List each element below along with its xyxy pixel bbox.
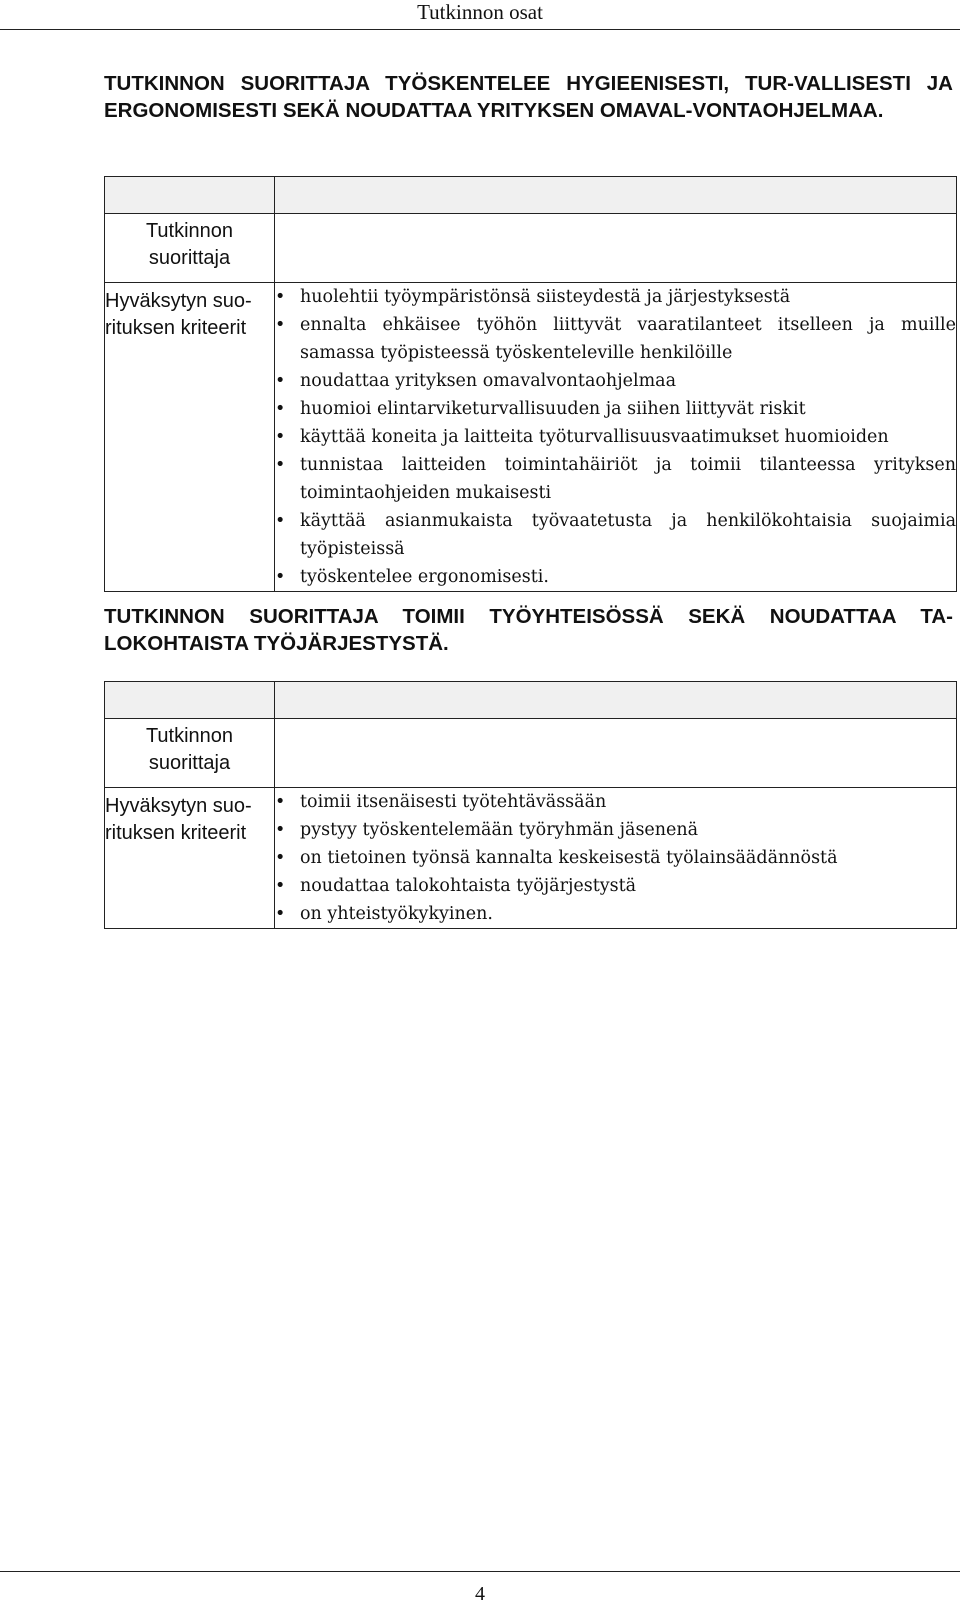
bullet-icon: • xyxy=(275,399,286,419)
criteria-label: Hyväksytyn suo-rituksen kriteerit xyxy=(105,788,275,929)
criteria-label: Hyväksytyn suo-rituksen kriteerit xyxy=(105,283,275,592)
criteria-item: • työskentelee ergonomisesti. xyxy=(275,563,956,591)
table-row-criteria xyxy=(105,788,957,929)
section-heading-safety: TUTKINNON SUORITTAJA TYÖSKENTELEE HYGIEENISESTI, TUR-VALLISESTI JA ERGONOMISESTI SEKÄ NOUDATTAA YRITYKSEN OMAVAL-VONTAOHJELMAA. xyxy=(104,72,953,122)
table-row-criteria xyxy=(105,283,957,592)
criteria-table-workplace xyxy=(104,681,957,929)
role-value-cell xyxy=(275,214,957,283)
running-header xyxy=(0,0,960,30)
criteria-item: • käyttää asianmukaista työvaatetusta ja henkilökohtaisia suojaimia työpisteissä xyxy=(275,507,956,563)
criteria-item: • noudattaa talokohtaista työjärjestystä xyxy=(275,872,956,900)
bullet-icon: • xyxy=(275,315,286,335)
criteria-table-safety xyxy=(104,176,957,592)
bullet-icon: • xyxy=(275,371,286,391)
running-header-title: Tutkinnon osat xyxy=(417,0,543,24)
bullet-icon: • xyxy=(275,455,286,475)
role-label: Tutkinnon suorittaja xyxy=(105,719,275,788)
bullet-icon: • xyxy=(275,511,286,531)
section-heading-workplace: TUTKINNON SUORITTAJA TOIMII TYÖYHTEISÖSSÄ SEKÄ NOUDATTAA TA-LOKOHTAISTA TYÖJÄRJESTYSTÄ. xyxy=(104,605,953,655)
criteria-cell xyxy=(275,788,957,929)
table-header-row xyxy=(105,177,957,214)
criteria-item: • noudattaa yrityksen omavalvontaohjelmaa xyxy=(275,367,956,395)
bullet-icon: • xyxy=(275,427,286,447)
criteria-item: • on tietoinen työnsä kannalta keskeisestä työlainsäädännöstä xyxy=(275,844,956,872)
table-row-role xyxy=(105,214,957,283)
criteria-item: • tunnistaa laitteiden toimintahäiriöt ja toimii tilanteessa yrityksen toimintaohjeiden mukaisesti xyxy=(275,451,956,507)
criteria-item: • pystyy työskentelemään työryhmän jäsenenä xyxy=(275,816,956,844)
role-label: Tutkinnon suorittaja xyxy=(105,214,275,283)
criteria-item: • käyttää koneita ja laitteita työturvallisuusvaatimukset huomioiden xyxy=(275,423,956,451)
criteria-item: • ennalta ehkäisee työhön liittyvät vaaratilanteet itselleen ja muille samassa työpisteessä työskenteleville henkilöille xyxy=(275,311,956,367)
page-number: 4 xyxy=(475,1583,485,1605)
table-row-role xyxy=(105,719,957,788)
criteria-item: • huolehtii työympäristönsä siisteydestä ja järjestyksestä xyxy=(275,283,956,311)
bullet-icon: • xyxy=(275,904,286,924)
bullet-icon: • xyxy=(275,876,286,896)
bullet-icon: • xyxy=(275,792,286,812)
criteria-item: • huomioi elintarviketurvallisuuden ja siihen liittyvät riskit xyxy=(275,395,956,423)
criteria-cell xyxy=(275,283,957,592)
criteria-item: • on yhteistyökykyinen. xyxy=(275,900,956,928)
bullet-icon: • xyxy=(275,287,286,307)
bullet-icon: • xyxy=(275,567,286,587)
criteria-list xyxy=(275,788,956,928)
role-value-cell xyxy=(275,719,957,788)
criteria-item: • toimii itsenäisesti työtehtävässään xyxy=(275,788,956,816)
bullet-icon: • xyxy=(275,820,286,840)
bullet-icon: • xyxy=(275,848,286,868)
criteria-list xyxy=(275,283,956,591)
table-header-row xyxy=(105,682,957,719)
